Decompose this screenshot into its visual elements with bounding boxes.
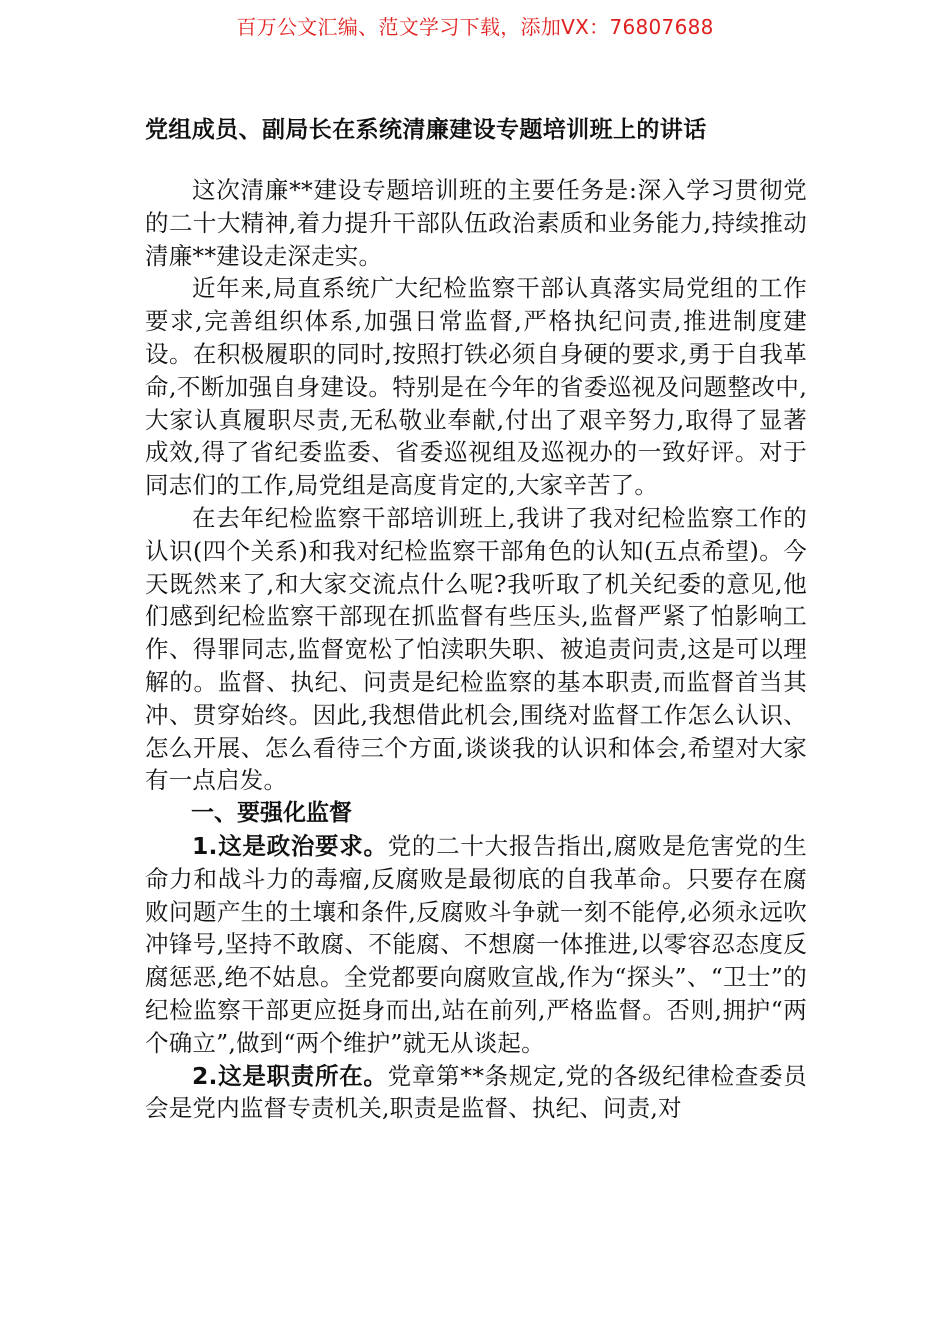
section-heading: 一、要强化监督: [191, 800, 352, 827]
paragraph-purpose: 在去年纪检监察干部培训班上,我讲了我对纪检监察工作的认识(四个关系)和我对纪检监察干部角色的认知(五点希望)。今天既然来了,和大家交流点什么呢?我听取了机关纪委的意见,他们感到纪检监察干部现在抓监督有些压头,监督严紧了怕影响工作、得罪同志,监督宽松了怕渎职失职、被追责问责,这是可以理解的。监督、执纪、问责是纪检监察的基本职责,而监督首当其冲、贯穿始终。因此,我想借此机会,围绕对监督工作怎么认识、怎么开展、怎么看待三个方面,谈谈我的认识和体会,希望对大家有一点启发。: [145, 503, 807, 795]
promo-banner: 百万公文汇编、范文学习下载，添加VX：76807688: [236, 15, 714, 39]
document-title: 党组成员、副局长在系统清廉建设专题培训班上的讲话: [145, 117, 707, 143]
point-lead: 2.这是职责所在。: [192, 1061, 388, 1090]
point-paragraph: [145, 830, 807, 1060]
point-lead: 1.这是政治要求。: [192, 831, 388, 860]
point-text: 党章第**条规定,党的各级纪律检查委员会是党内监督专责机关,职责是监督、执纪、问责,对: [145, 1061, 807, 1123]
point-paragraph: [145, 1060, 807, 1126]
paragraph-review: 近年来,局直系统广大纪检监察干部认真落实局党组的工作要求,完善组织体系,加强日常监督,严格执纪问责,推进制度建设。在积极履职的同时,按照打铁必须自身硬的要求,勇于自我革命,不断加强自身建设。特别是在今年的省委巡视及问题整改中,大家认真履职尽责,无私敬业奉献,付出了艰辛努力,取得了显著成效,得了省纪委监委、省委巡视组及巡视办的一致好评。对于同志们的工作,局党组是高度肯定的,大家辛苦了。: [145, 274, 807, 500]
document-body: [145, 112, 807, 1125]
point-text: 党的二十大报告指出,腐败是危害党的生命力和战斗力的毒瘤,反腐败是最彻底的自我革命。只要存在腐败问题产生的土壤和条件,反腐败斗争就一刻不能停,必须永远吹冲锋号,坚持不敢腐、不能腐、不想腐一体推进,以零容忍态度反腐惩恶,绝不姑息。全党都要向腐败宣战,作为“探头”、“卫士”的纪检监察干部更应挺身而出,站在前列,严格监督。否则,拥护“两个确立”,做到“两个维护”就无从谈起。: [145, 831, 807, 1057]
paragraph-intro: 这次清廉**建设专题培训班的主要任务是:深入学习贯彻党的二十大精神,着力提升干部队伍政治素质和业务能力,持续推动清廉**建设走深走实。: [145, 176, 807, 270]
